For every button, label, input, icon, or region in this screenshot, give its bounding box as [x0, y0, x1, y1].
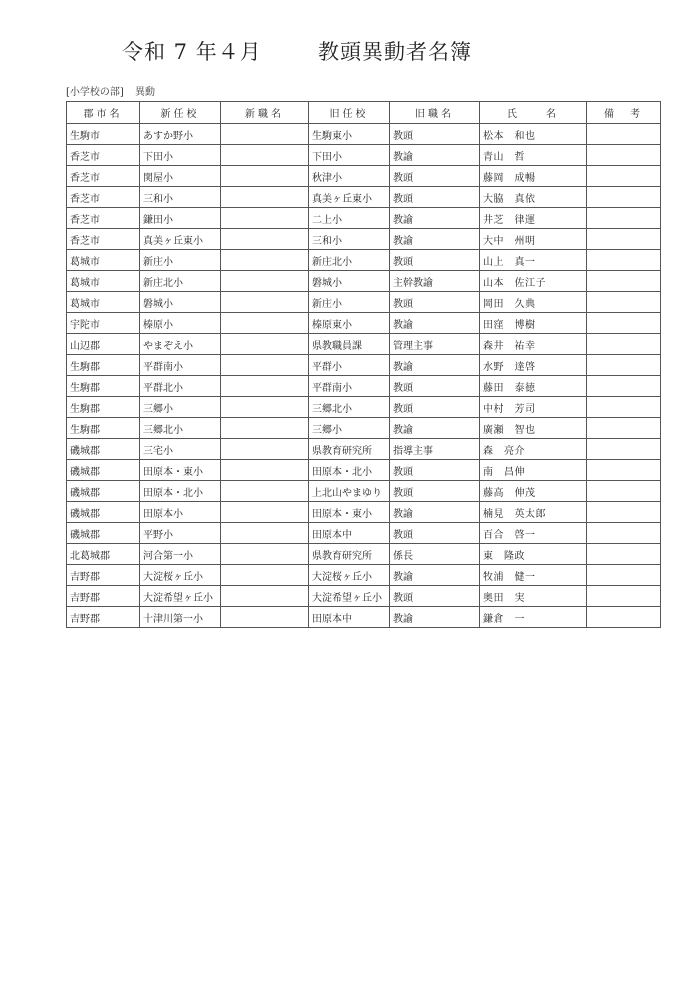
new-school-cell: 田原本・北小 [140, 481, 221, 502]
remarks-cell [587, 292, 661, 313]
old-school-cell: 田原本・東小 [309, 502, 390, 523]
district-cell: 生駒市 [67, 124, 140, 145]
old-position-cell: 教頭 [390, 166, 480, 187]
name-cell: 松本 和也 [480, 124, 587, 145]
name-cell: 森井 祐幸 [480, 334, 587, 355]
header-old-school: 旧任校 [309, 102, 390, 124]
remarks-cell [587, 334, 661, 355]
name-cell: 大中 州明 [480, 229, 587, 250]
district-cell: 北葛城郡 [67, 544, 140, 565]
remarks-cell [587, 565, 661, 586]
district-cell: 磯城郡 [67, 460, 140, 481]
old-position-cell: 教諭 [390, 145, 480, 166]
district-cell: 吉野郡 [67, 586, 140, 607]
new-school-cell: あすか野小 [140, 124, 221, 145]
district-cell: 吉野郡 [67, 607, 140, 628]
name-cell: 森 亮介 [480, 439, 587, 460]
old-school-cell: 上北山やまゆり [309, 481, 390, 502]
name-cell: 井芝 律運 [480, 208, 587, 229]
name-cell: 大脇 真依 [480, 187, 587, 208]
old-position-cell: 教頭 [390, 586, 480, 607]
section-category: [小学校の部] [66, 87, 124, 98]
district-cell: 香芝市 [67, 229, 140, 250]
old-school-cell: 平群南小 [309, 376, 390, 397]
table-row [67, 502, 661, 523]
table-body [67, 124, 661, 628]
new-position-cell [221, 376, 309, 397]
remarks-cell [587, 397, 661, 418]
old-school-cell: 三郷小 [309, 418, 390, 439]
name-cell: 青山 哲 [480, 145, 587, 166]
new-position-cell [221, 250, 309, 271]
new-position-cell [221, 502, 309, 523]
remarks-cell [587, 208, 661, 229]
remarks-cell [587, 229, 661, 250]
header-district: 郡市名 [67, 102, 140, 124]
old-position-cell: 指導主事 [390, 439, 480, 460]
name-cell: 藤岡 成暢 [480, 166, 587, 187]
old-position-cell: 教頭 [390, 187, 480, 208]
old-position-cell: 教諭 [390, 502, 480, 523]
old-position-cell: 教諭 [390, 355, 480, 376]
old-position-cell: 教諭 [390, 418, 480, 439]
new-school-cell: 磐城小 [140, 292, 221, 313]
section-label [66, 83, 163, 98]
header-remarks: 備 考 [587, 102, 661, 124]
remarks-cell [587, 607, 661, 628]
table-row [67, 145, 661, 166]
table-row [67, 334, 661, 355]
new-school-cell: 田原本小 [140, 502, 221, 523]
new-position-cell [221, 334, 309, 355]
old-position-cell: 教頭 [390, 460, 480, 481]
new-position-cell [221, 313, 309, 334]
new-school-cell: 河合第一小 [140, 544, 221, 565]
remarks-cell [587, 166, 661, 187]
new-position-cell [221, 355, 309, 376]
old-school-cell: 下田小 [309, 145, 390, 166]
district-cell: 香芝市 [67, 208, 140, 229]
table-row [67, 397, 661, 418]
old-school-cell: 生駒東小 [309, 124, 390, 145]
header-old-position: 旧職名 [390, 102, 480, 124]
old-school-cell: 県教育研究所 [309, 439, 390, 460]
section-type: 異動 [135, 87, 155, 98]
old-position-cell: 教頭 [390, 292, 480, 313]
old-position-cell: 教頭 [390, 523, 480, 544]
district-cell: 磯城郡 [67, 502, 140, 523]
table-row [67, 313, 661, 334]
old-school-cell: 大淀希望ヶ丘小 [309, 586, 390, 607]
district-cell: 生駒郡 [67, 418, 140, 439]
table-row [67, 208, 661, 229]
table-row [67, 271, 661, 292]
old-position-cell: 教諭 [390, 229, 480, 250]
table-row [67, 523, 661, 544]
table-row [67, 460, 661, 481]
name-cell: 中村 芳司 [480, 397, 587, 418]
old-school-cell: 二上小 [309, 208, 390, 229]
table-header [67, 102, 661, 124]
new-school-cell: 平群北小 [140, 376, 221, 397]
name-cell: 奥田 実 [480, 586, 587, 607]
new-position-cell [221, 166, 309, 187]
district-cell: 葛城市 [67, 271, 140, 292]
district-cell: 生駒郡 [67, 397, 140, 418]
old-school-cell: 榛原東小 [309, 313, 390, 334]
old-position-cell: 教頭 [390, 124, 480, 145]
table-row [67, 355, 661, 376]
new-position-cell [221, 586, 309, 607]
old-school-cell: 秋津小 [309, 166, 390, 187]
old-school-cell: 磐城小 [309, 271, 390, 292]
old-school-cell: 県教職員課 [309, 334, 390, 355]
remarks-cell [587, 187, 661, 208]
new-position-cell [221, 418, 309, 439]
new-position-cell [221, 271, 309, 292]
new-school-cell: 平野小 [140, 523, 221, 544]
old-school-cell: 真美ヶ丘東小 [309, 187, 390, 208]
old-position-cell: 教諭 [390, 208, 480, 229]
table-row [67, 124, 661, 145]
new-school-cell: 大淀希望ヶ丘小 [140, 586, 221, 607]
new-school-cell: 平群南小 [140, 355, 221, 376]
table-row [67, 376, 661, 397]
table-row [67, 187, 661, 208]
remarks-cell [587, 271, 661, 292]
new-position-cell [221, 544, 309, 565]
new-position-cell [221, 124, 309, 145]
old-position-cell: 教頭 [390, 481, 480, 502]
old-school-cell: 平群小 [309, 355, 390, 376]
district-cell: 磯城郡 [67, 439, 140, 460]
new-school-cell: 榛原小 [140, 313, 221, 334]
name-cell: 楠見 英太郎 [480, 502, 587, 523]
remarks-cell [587, 544, 661, 565]
remarks-cell [587, 418, 661, 439]
district-cell: 磯城郡 [67, 523, 140, 544]
name-cell: 藤高 伸茂 [480, 481, 587, 502]
name-cell: 百合 啓一 [480, 523, 587, 544]
title-main: 教頭異動者名簿 [318, 40, 472, 64]
new-school-cell: 三和小 [140, 187, 221, 208]
new-position-cell [221, 481, 309, 502]
new-position-cell [221, 523, 309, 544]
table-row [67, 607, 661, 628]
new-school-cell: 鎌田小 [140, 208, 221, 229]
old-school-cell: 大淀桜ヶ丘小 [309, 565, 390, 586]
new-school-cell: 三郷北小 [140, 418, 221, 439]
old-position-cell: 教頭 [390, 376, 480, 397]
table-row [67, 418, 661, 439]
name-cell: 田窪 博樹 [480, 313, 587, 334]
new-position-cell [221, 187, 309, 208]
remarks-cell [587, 523, 661, 544]
transfer-roster-table [66, 101, 661, 628]
new-position-cell [221, 208, 309, 229]
name-cell: 鎌倉 一 [480, 607, 587, 628]
title-date: 令和 7 年４月 [122, 40, 262, 64]
old-position-cell: 教頭 [390, 397, 480, 418]
new-position-cell [221, 292, 309, 313]
old-school-cell: 新庄北小 [309, 250, 390, 271]
old-school-cell: 田原本中 [309, 523, 390, 544]
name-cell: 藤田 泰徳 [480, 376, 587, 397]
new-school-cell: 大淀桜ヶ丘小 [140, 565, 221, 586]
district-cell: 香芝市 [67, 145, 140, 166]
remarks-cell [587, 439, 661, 460]
district-cell: 葛城市 [67, 250, 140, 271]
district-cell: 葛城市 [67, 292, 140, 313]
remarks-cell [587, 376, 661, 397]
remarks-cell [587, 586, 661, 607]
remarks-cell [587, 481, 661, 502]
new-school-cell: 三宅小 [140, 439, 221, 460]
remarks-cell [587, 124, 661, 145]
old-school-cell: 三郷北小 [309, 397, 390, 418]
new-position-cell [221, 145, 309, 166]
district-cell: 生駒郡 [67, 376, 140, 397]
name-cell: 廣瀬 智也 [480, 418, 587, 439]
name-cell: 山上 真一 [480, 250, 587, 271]
district-cell: 香芝市 [67, 187, 140, 208]
new-school-cell: 新庄北小 [140, 271, 221, 292]
header-name: 氏 名 [480, 102, 587, 124]
district-cell: 生駒郡 [67, 355, 140, 376]
old-position-cell: 教頭 [390, 250, 480, 271]
old-position-cell: 教諭 [390, 313, 480, 334]
new-position-cell [221, 439, 309, 460]
district-cell: 宇陀市 [67, 313, 140, 334]
name-cell: 岡田 久典 [480, 292, 587, 313]
header-new-position: 新職名 [221, 102, 309, 124]
old-position-cell: 教諭 [390, 565, 480, 586]
new-position-cell [221, 397, 309, 418]
table-row [67, 166, 661, 187]
remarks-cell [587, 502, 661, 523]
new-position-cell [221, 229, 309, 250]
old-position-cell: 係長 [390, 544, 480, 565]
old-school-cell: 田原本中 [309, 607, 390, 628]
table-row [67, 586, 661, 607]
old-school-cell: 三和小 [309, 229, 390, 250]
old-school-cell: 県教育研究所 [309, 544, 390, 565]
table-row [67, 292, 661, 313]
district-cell: 香芝市 [67, 166, 140, 187]
old-position-cell: 教諭 [390, 607, 480, 628]
table-row [67, 481, 661, 502]
name-cell: 牧浦 健一 [480, 565, 587, 586]
name-cell: 山本 佐江子 [480, 271, 587, 292]
old-school-cell: 田原本・北小 [309, 460, 390, 481]
remarks-cell [587, 250, 661, 271]
new-school-cell: 新庄小 [140, 250, 221, 271]
old-school-cell: 新庄小 [309, 292, 390, 313]
header-row [67, 102, 661, 124]
remarks-cell [587, 460, 661, 481]
remarks-cell [587, 145, 661, 166]
old-position-cell: 管理主事 [390, 334, 480, 355]
new-position-cell [221, 460, 309, 481]
new-school-cell: 真美ヶ丘東小 [140, 229, 221, 250]
new-school-cell: 下田小 [140, 145, 221, 166]
table-row [67, 250, 661, 271]
new-school-cell: 関屋小 [140, 166, 221, 187]
remarks-cell [587, 313, 661, 334]
table-row [67, 439, 661, 460]
name-cell: 水野 達啓 [480, 355, 587, 376]
new-position-cell [221, 565, 309, 586]
old-position-cell: 主幹教諭 [390, 271, 480, 292]
name-cell: 東 隆政 [480, 544, 587, 565]
table-row [67, 565, 661, 586]
district-cell: 吉野郡 [67, 565, 140, 586]
new-school-cell: やまぞえ小 [140, 334, 221, 355]
new-school-cell: 十津川第一小 [140, 607, 221, 628]
new-school-cell: 田原本・東小 [140, 460, 221, 481]
name-cell: 南 昌伸 [480, 460, 587, 481]
district-cell: 山辺郡 [67, 334, 140, 355]
table-row [67, 544, 661, 565]
new-school-cell: 三郷小 [140, 397, 221, 418]
table-row [67, 229, 661, 250]
district-cell: 磯城郡 [67, 481, 140, 502]
header-new-school: 新任校 [140, 102, 221, 124]
new-position-cell [221, 607, 309, 628]
remarks-cell [587, 355, 661, 376]
